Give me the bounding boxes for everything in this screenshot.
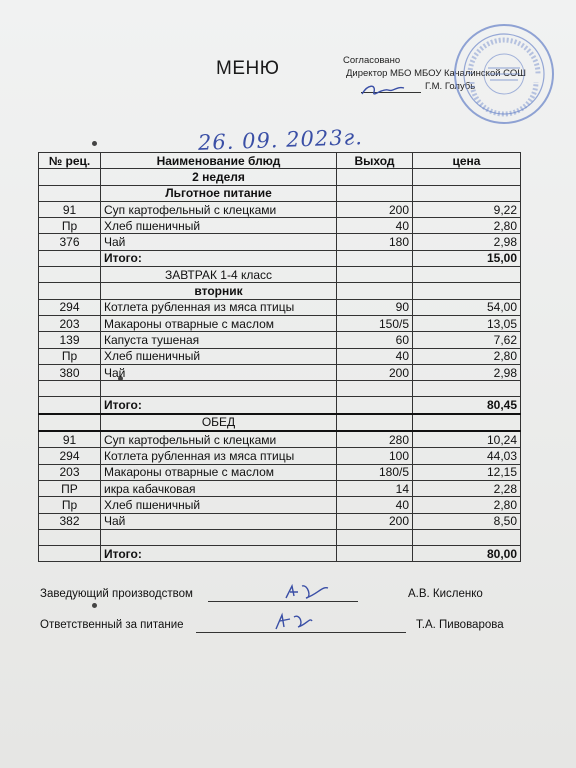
row-recipe-number: 380 [39, 364, 101, 380]
row-price [413, 414, 521, 431]
row-recipe-number: 203 [39, 315, 101, 331]
row-dish-name: Хлеб пшеничный [101, 348, 337, 364]
row-recipe-number [39, 529, 101, 545]
approval-signature [358, 80, 408, 102]
table-row [39, 234, 521, 250]
table-row [39, 299, 521, 315]
table-row [39, 250, 521, 266]
row-price: 9,22 [413, 201, 521, 217]
table-row [39, 480, 521, 496]
row-price: 2,80 [413, 497, 521, 513]
row-recipe-number [39, 250, 101, 266]
row-dish-name: Суп картофельный с клецками [101, 201, 337, 217]
table-row [39, 169, 521, 185]
menu-date: 26. 09. 2023г. [197, 125, 364, 155]
row-recipe-number [39, 283, 101, 299]
row-dish-name: вторник [101, 283, 337, 299]
table-header-row [39, 153, 521, 169]
document-title: МЕНЮ [216, 58, 280, 79]
table-row [39, 283, 521, 299]
header-recipe-number: № рец. [39, 153, 101, 169]
responsible-label: Ответственный за питание [40, 619, 184, 631]
row-price: 15,00 [413, 250, 521, 266]
table-row [39, 529, 521, 545]
row-portion: 60 [337, 332, 413, 348]
responsible-name: Т.А. Пивоварова [416, 619, 504, 631]
row-dish-name: Хлеб пшеничный [101, 497, 337, 513]
row-recipe-number: 294 [39, 299, 101, 315]
row-portion: 180 [337, 234, 413, 250]
row-portion [337, 529, 413, 545]
table-row [39, 315, 521, 331]
row-portion [337, 381, 413, 397]
table-row [39, 448, 521, 464]
manager-name: А.В. Кисленко [408, 588, 483, 600]
table-row [39, 332, 521, 348]
row-portion [337, 267, 413, 283]
official-stamp [452, 22, 556, 126]
row-recipe-number [39, 546, 101, 562]
row-dish-name: ОБЕД [101, 414, 337, 431]
row-portion: 280 [337, 431, 413, 448]
manager-signature [282, 582, 332, 602]
manager-label: Заведующий производством [40, 588, 193, 600]
row-price: 54,00 [413, 299, 521, 315]
row-recipe-number: 203 [39, 464, 101, 480]
row-price: 2,98 [413, 364, 521, 380]
header-price: цена [413, 153, 521, 169]
row-price: 8,50 [413, 513, 521, 529]
row-portion: 90 [337, 299, 413, 315]
responsible-signature [270, 611, 316, 633]
row-price: 80,45 [413, 397, 521, 414]
row-portion: 200 [337, 201, 413, 217]
row-price: 44,03 [413, 448, 521, 464]
row-recipe-number: 139 [39, 332, 101, 348]
row-portion: 200 [337, 513, 413, 529]
row-portion [337, 185, 413, 201]
row-dish-name: 2 неделя [101, 169, 337, 185]
row-price [413, 381, 521, 397]
row-price [413, 529, 521, 545]
row-portion: 200 [337, 364, 413, 380]
row-dish-name: Чай [101, 513, 337, 529]
table-row [39, 513, 521, 529]
table-row [39, 381, 521, 397]
table-row [39, 185, 521, 201]
row-price: 13,05 [413, 315, 521, 331]
row-price: 2,28 [413, 480, 521, 496]
row-price: 2,80 [413, 348, 521, 364]
row-recipe-number [39, 397, 101, 414]
row-portion [337, 169, 413, 185]
row-price [413, 169, 521, 185]
row-dish-name: Суп картофельный с клецками [101, 431, 337, 448]
row-portion: 40 [337, 348, 413, 364]
row-price [413, 185, 521, 201]
row-dish-name: Итого: [101, 397, 337, 414]
row-portion [337, 283, 413, 299]
row-price: 2,80 [413, 218, 521, 234]
approval-director-name: Г.М. Голубь [425, 81, 476, 92]
row-recipe-number [39, 414, 101, 431]
row-portion: 40 [337, 497, 413, 513]
table-row [39, 497, 521, 513]
row-portion [337, 397, 413, 414]
menu-table [38, 152, 521, 562]
row-recipe-number [39, 185, 101, 201]
row-price: 80,00 [413, 546, 521, 562]
row-recipe-number: 382 [39, 513, 101, 529]
row-dish-name: Хлеб пшеничный [101, 218, 337, 234]
row-dish-name: ЗАВТРАК 1-4 класс [101, 267, 337, 283]
header-portion: Выход [337, 153, 413, 169]
row-dish-name: Котлета рубленная из мяса птицы [101, 448, 337, 464]
approval-label: Согласовано [343, 55, 401, 66]
approval-director: Директор МБО МБОУ Качалинской СОШ [346, 68, 526, 79]
row-price: 10,24 [413, 431, 521, 448]
table-row [39, 414, 521, 431]
row-dish-name: Льготное питание [101, 185, 337, 201]
row-price: 7,62 [413, 332, 521, 348]
row-portion: 100 [337, 448, 413, 464]
table-row [39, 364, 521, 380]
row-dish-name: Итого: [101, 546, 337, 562]
table-row [39, 546, 521, 562]
row-price [413, 283, 521, 299]
table-row [39, 348, 521, 364]
row-recipe-number: 91 [39, 431, 101, 448]
table-row [39, 218, 521, 234]
row-recipe-number: 294 [39, 448, 101, 464]
row-recipe-number [39, 267, 101, 283]
row-recipe-number: ПР [39, 480, 101, 496]
header-dish-name: Наименование блюд [101, 153, 337, 169]
row-recipe-number: 376 [39, 234, 101, 250]
row-dish-name: Макароны отварные с маслом [101, 464, 337, 480]
row-dish-name: Чай [101, 234, 337, 250]
row-recipe-number: 91 [39, 201, 101, 217]
row-portion: 150/5 [337, 315, 413, 331]
table-row [39, 397, 521, 414]
row-portion [337, 250, 413, 266]
row-dish-name: Итого: [101, 250, 337, 266]
row-price: 12,15 [413, 464, 521, 480]
table-row [39, 201, 521, 217]
table-row [39, 464, 521, 480]
table-body [39, 169, 521, 562]
row-dish-name: Макароны отварные с маслом [101, 315, 337, 331]
row-dish-name: Чай [101, 364, 337, 380]
row-portion [337, 414, 413, 431]
row-recipe-number [39, 169, 101, 185]
row-price [413, 267, 521, 283]
row-price: 2,98 [413, 234, 521, 250]
row-portion: 180/5 [337, 464, 413, 480]
row-dish-name: Капуста тушеная [101, 332, 337, 348]
row-dish-name: икра кабачковая [101, 480, 337, 496]
table-row [39, 431, 521, 448]
punch-hole [92, 141, 97, 146]
row-portion: 40 [337, 218, 413, 234]
row-recipe-number [39, 381, 101, 397]
row-dish-name: Котлета рубленная из мяса птицы [101, 299, 337, 315]
row-portion: 14 [337, 480, 413, 496]
row-portion [337, 546, 413, 562]
row-recipe-number: Пр [39, 218, 101, 234]
row-recipe-number: Пр [39, 497, 101, 513]
row-recipe-number: Пр [39, 348, 101, 364]
table-row [39, 267, 521, 283]
row-dish-name [101, 381, 337, 397]
row-dish-name [101, 529, 337, 545]
